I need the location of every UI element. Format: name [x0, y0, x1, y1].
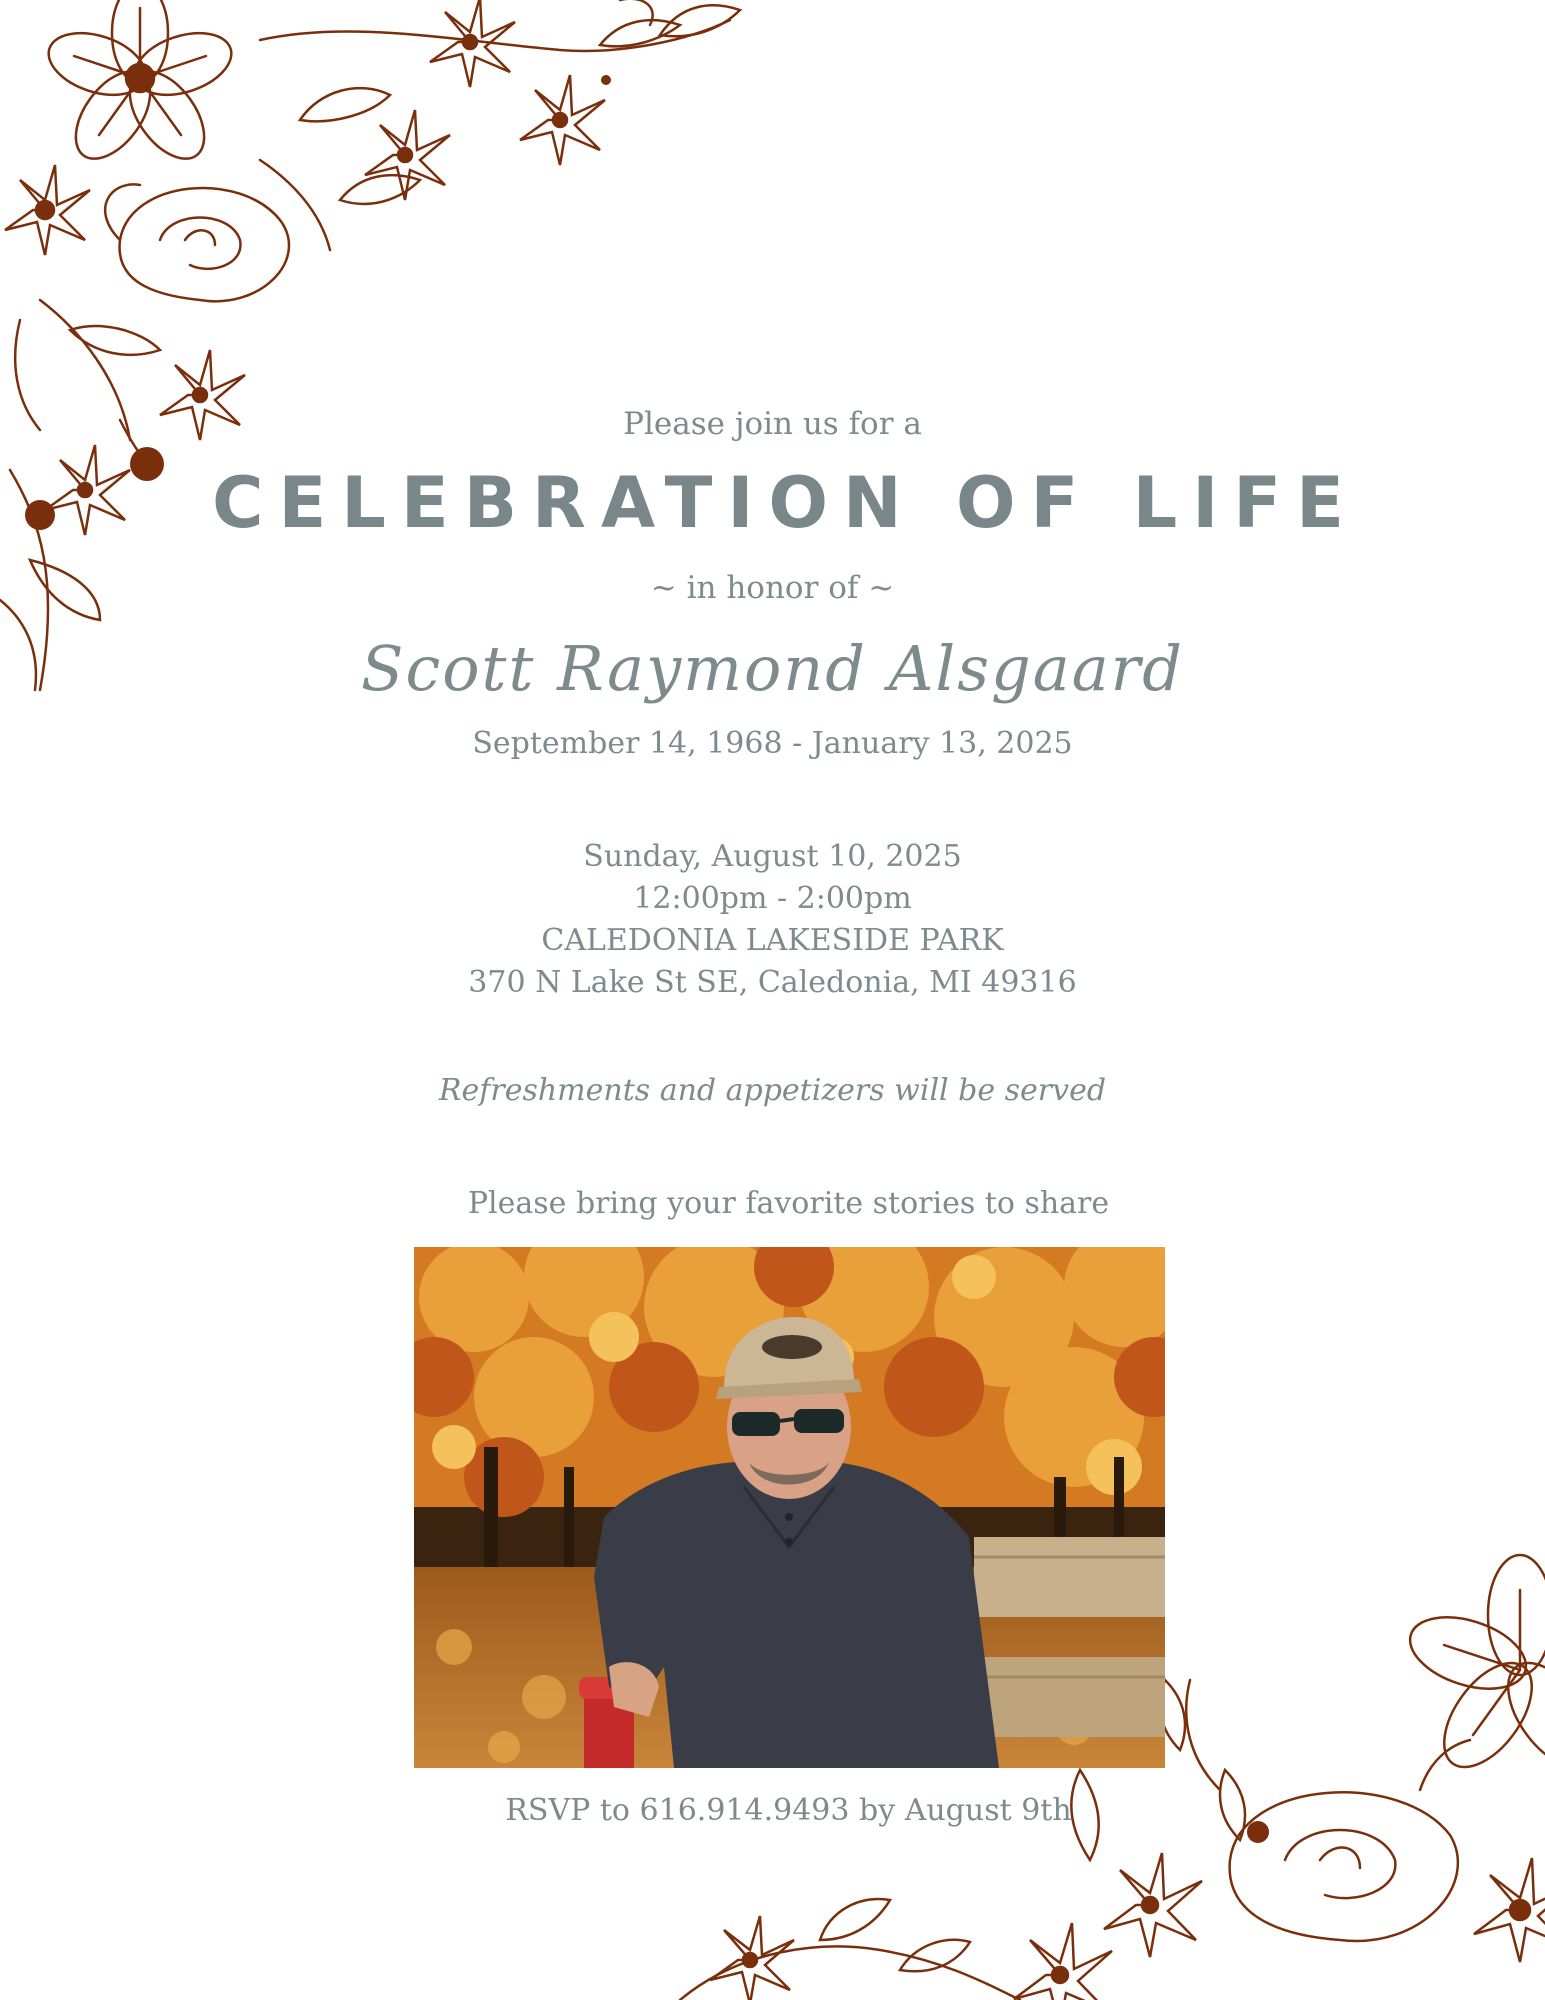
honoree-name: Scott Raymond Alsgaard — [361, 632, 1184, 705]
event-details — [0, 836, 1545, 1004]
page-title: CELEBRATION OF LIFE — [212, 462, 1359, 544]
event-venue: CALEDONIA LAKESIDE PARK — [541, 923, 1004, 958]
refreshments-note: Refreshments and appetizers will be served — [438, 1073, 1107, 1108]
invitation-intro: Please join us for a — [623, 406, 922, 442]
event-day: Sunday, August 10, 2025 — [583, 839, 962, 874]
honor-line: ~ in honor of ~ — [650, 570, 895, 606]
rsvp-note: RSVP to 616.914.9493 by August 9th — [505, 1793, 1072, 1828]
life-dates: September 14, 1968 - January 13, 2025 — [472, 726, 1073, 761]
memorial-photo — [414, 1247, 1165, 1768]
event-address: 370 N Lake St SE, Caledonia, MI 49316 — [468, 965, 1077, 1000]
stories-note: Please bring your favorite stories to share — [467, 1186, 1110, 1221]
event-time: 12:00pm - 2:00pm — [633, 881, 912, 916]
memorial-photo-icon — [414, 1247, 1165, 1768]
